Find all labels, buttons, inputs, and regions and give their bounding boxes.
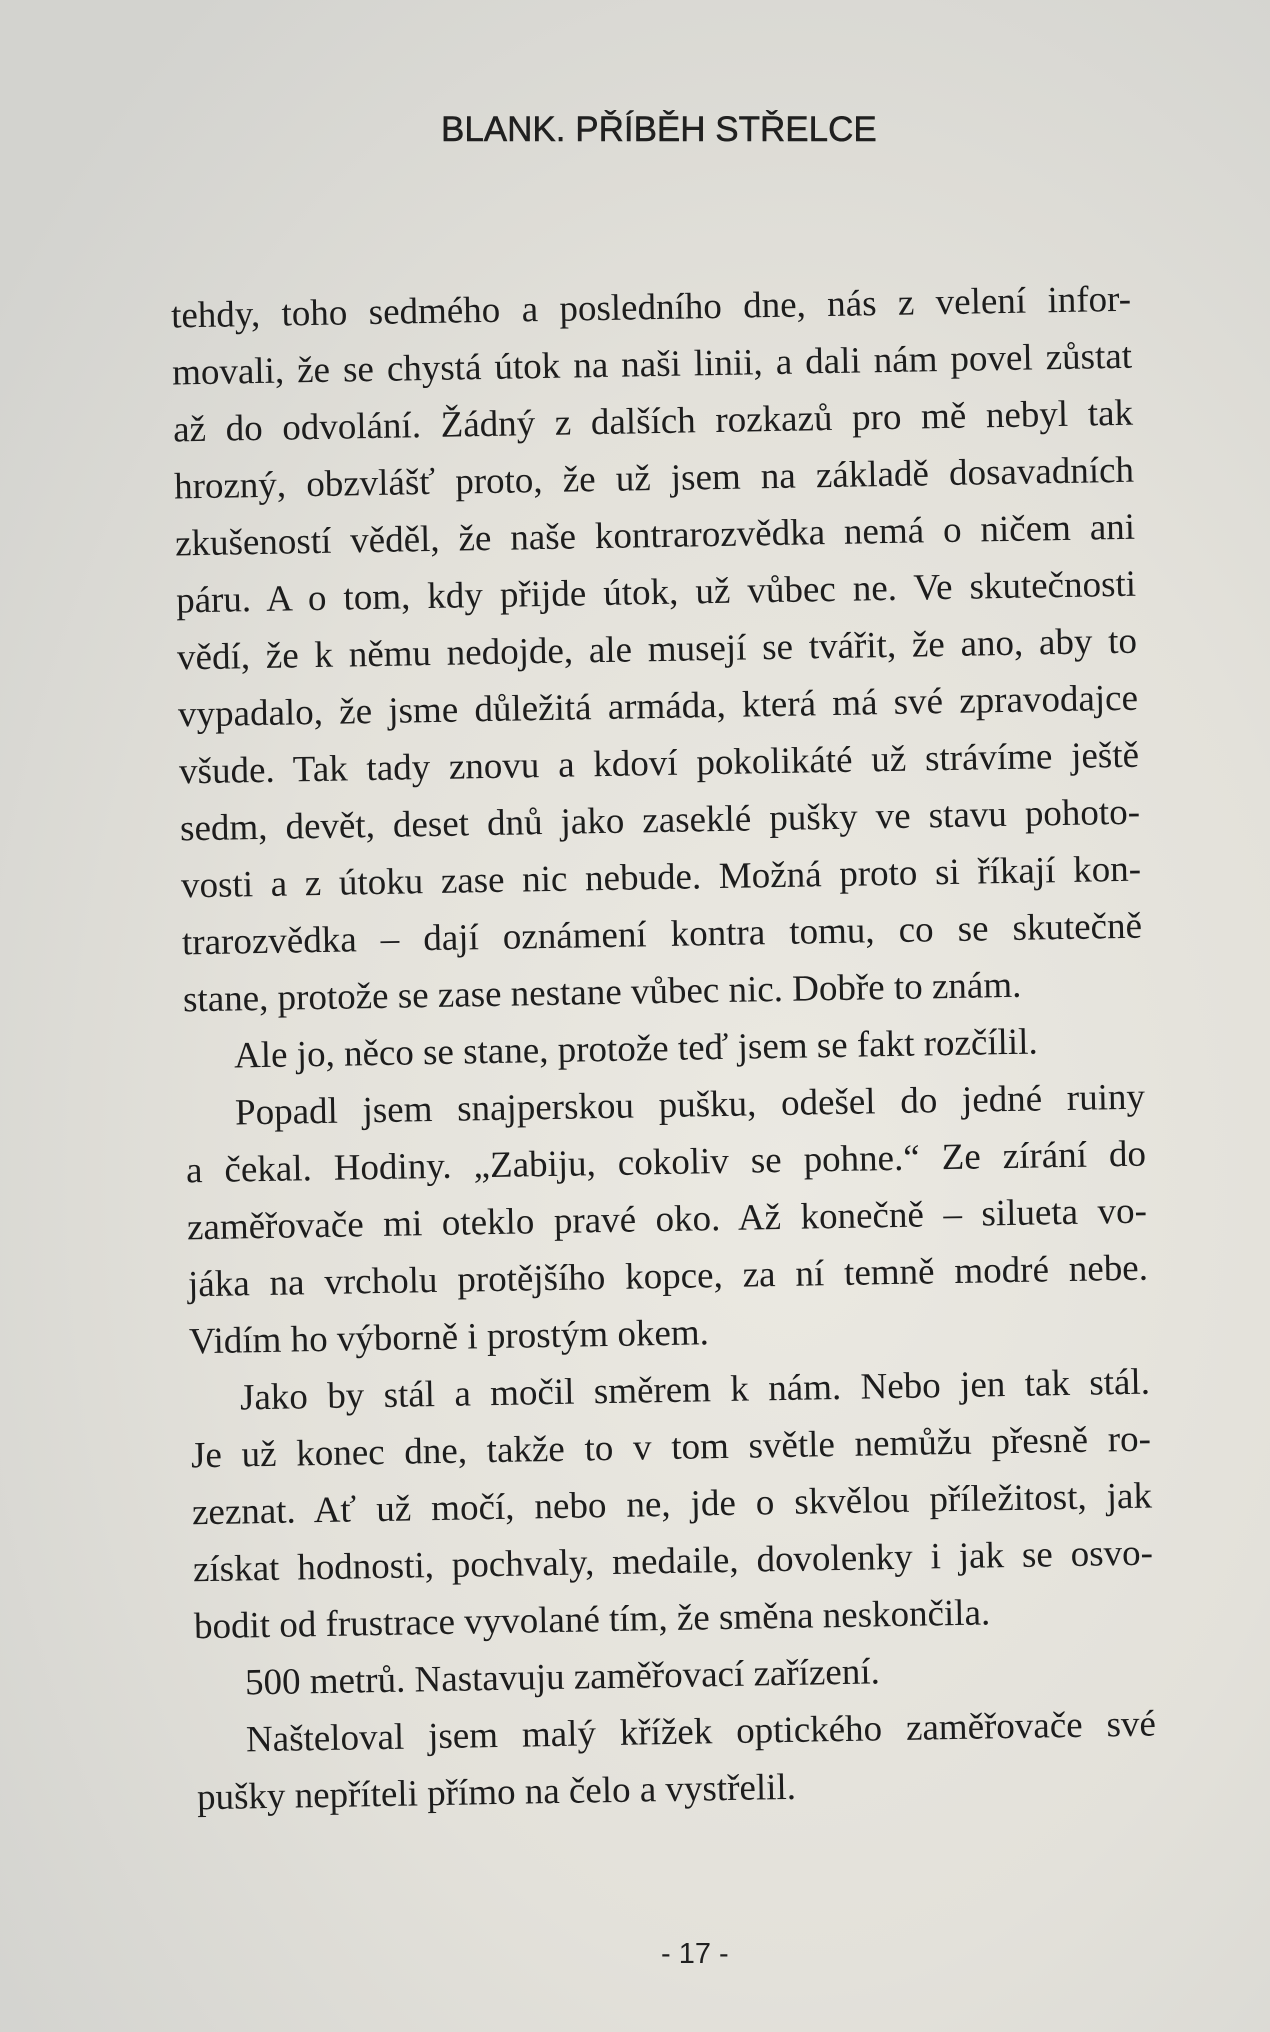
paragraph xyxy=(190,1354,1155,1656)
text-line: Jako by stál a močil směrem k nám. Nebo jen tak stál. xyxy=(239,1361,1151,1419)
text-line: a čekal. Hodiny. „Zabiju, cokoliv se pohne.“ Ze zírání do xyxy=(185,1133,1147,1192)
text-line: pušky nepříteli přímo na čelo a vystřelil. xyxy=(196,1766,797,1819)
text-line: Našteloval jsem malý křížek optického zaměřovače své xyxy=(245,1703,1157,1761)
text-line: Vidím ho výborně i prostým okem. xyxy=(188,1312,710,1363)
text-line: stane, protože se zase nestane vůbec nic. Dobře to znám. xyxy=(182,964,1022,1021)
text-line: movali, že se chystá útok na naši linii, a dali nám povel zůstat xyxy=(171,335,1133,394)
paragraph xyxy=(185,1069,1150,1371)
text-line: Je už konec dne, takže to v tom světle nemůžu přesně ro- xyxy=(190,1418,1152,1477)
text-line: trarozvědka – dají oznámení kontra tomu, co se skutečně xyxy=(181,905,1143,964)
text-line: zeznat. Ať už močí, nebo ne, jde o skvělou příležitost, jak xyxy=(191,1475,1153,1534)
running-header: BLANK. PŘÍBĚH STŘELCE xyxy=(441,110,877,149)
text-line: zaměřovače mi oteklo pravé oko. Až konečně – silueta vo- xyxy=(186,1190,1148,1249)
text-line: až do odvolání. Žádný z dalších rozkazů pro mě nebyl tak xyxy=(172,392,1134,451)
text-line: sedm, devět, deset dnů jako zaseklé pušky ve stavu pohoto- xyxy=(179,791,1141,850)
text-line: Popadl jsem snajperskou pušku, odešel do jedné ruiny xyxy=(234,1076,1146,1134)
text-line: zkušeností věděl, že naše kontrarozvědka nemá o ničem ani xyxy=(174,506,1136,565)
text-line: Ale jo, něco se stane, protože teď jsem se fakt rozčílil. xyxy=(233,1021,1039,1077)
page-number: - 17 - xyxy=(661,1938,729,1970)
text-line: vědí, že k němu nedojde, ale musejí se tvářit, že ano, aby to xyxy=(176,620,1138,679)
text-line: hrozný, obzvlášť proto, že už jsem na základě dosavadních xyxy=(173,449,1135,508)
text-line: tehdy, toho sedmého a posledního dne, nás z velení infor- xyxy=(170,278,1132,337)
text-line: vosti a z útoku zase nic nebude. Možná proto si říkají kon- xyxy=(180,848,1142,907)
body-text xyxy=(171,271,1158,1827)
text-line: jáka na vrcholu protějšího kopce, za ní temně modré nebe. xyxy=(187,1247,1149,1306)
text-line: získat hodnosti, pochvaly, medaile, dovolenky i jak se osvo- xyxy=(192,1532,1154,1591)
text-line: všude. Tak tady znovu a kdoví pokolikáté už strávíme ještě xyxy=(178,734,1140,793)
text-line: páru. A o tom, kdy přijde útok, už vůbec ne. Ve skutečnosti xyxy=(175,563,1137,622)
text-line: vypadalo, že jsme důležitá armáda, která má své zpravodajce xyxy=(177,677,1139,736)
paragraph xyxy=(171,271,1144,1029)
paragraph xyxy=(196,1696,1158,1827)
text-line: bodit od frustrace vyvolané tím, že směna neskončila. xyxy=(193,1592,991,1648)
text-line: 500 metrů. Nastavuju zaměřovací zařízení. xyxy=(244,1651,881,1704)
